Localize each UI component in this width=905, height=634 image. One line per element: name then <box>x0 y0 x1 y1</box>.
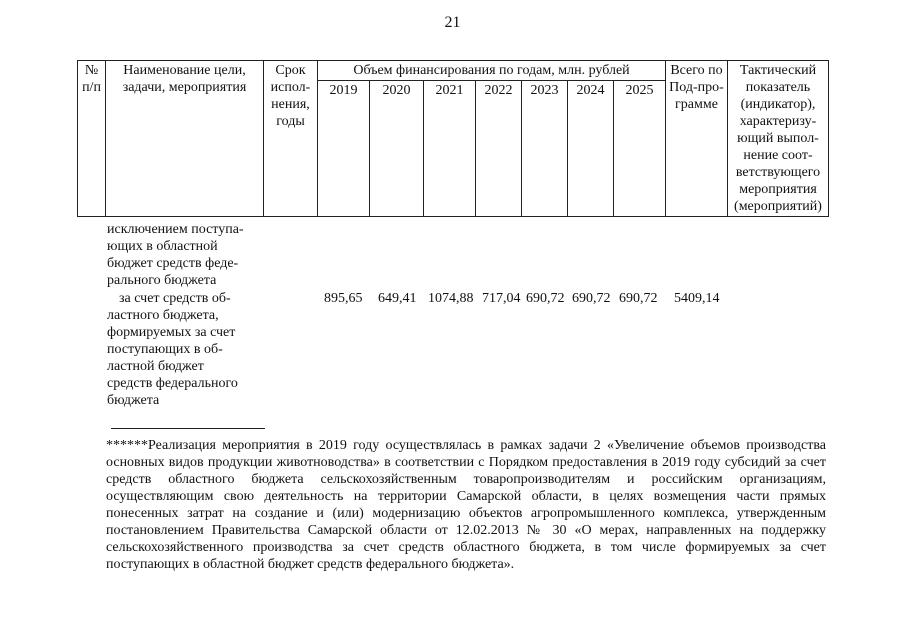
value-2020: 649,41 <box>378 291 417 306</box>
value-2023: 690,72 <box>526 291 565 306</box>
row-cont-line: исключением поступа- <box>107 222 244 237</box>
row-fed-line: ластной бюджет <box>107 359 204 374</box>
year-header: 2025 <box>614 81 666 217</box>
year-header: 2024 <box>568 81 614 217</box>
col-indicator-header: Тактический показатель (индикатор), характеризу-ющий выпол-нение соот-ветствующего мероприятия (мероприятий) <box>728 61 829 217</box>
value-2025: 690,72 <box>619 291 658 306</box>
page-number: 21 <box>444 14 461 31</box>
row-fed-line: бюджета <box>107 393 160 408</box>
row-cont-line: бюджет средств феде- <box>107 256 239 271</box>
footnote-text: ******Реализация мероприятия в 2019 году осуществлялась в рамках задачи 2 «Увеличение объемов производства основных видов продукции животноводства» в соответствии с Порядком предоставления в 2019 году субсидий за счет средств областного бюджета сельскохозяйственным товаропроизводителям и российским организациям, осуществляющим свою деятельность на территории Самарской области, в целях возмещения части прямых понесенных затрат на создание и (или) модернизацию объектов агропромышленного комплекса, утвержденным постановлением Правительства Самарской области от 12.02.2013 № 30 «О мерах, направленных на поддержку сельскохозяйственного производства за счет средств областного бюджета, в том числе формируемых за счет поступающих в областной бюджет средств федерального бюджета». <box>106 438 826 572</box>
row-fed-line: ластного бюджета, <box>107 308 219 323</box>
row-fed-description <box>107 290 261 409</box>
year-header: 2019 <box>318 81 370 217</box>
value-2022: 717,04 <box>482 291 521 306</box>
year-header: 2020 <box>370 81 424 217</box>
value-2024: 690,72 <box>572 291 611 306</box>
value-total: 5409,14 <box>674 291 720 306</box>
value-2021: 1074,88 <box>428 291 474 306</box>
row-cont-line: рального бюджета <box>107 273 217 288</box>
year-header: 2023 <box>522 81 568 217</box>
col-total-header: Всего по Под-про-грамме <box>666 61 728 217</box>
year-header: 2021 <box>424 81 476 217</box>
row-fed-line: средств федерального <box>107 376 238 391</box>
footnote-divider <box>111 428 265 429</box>
value-2019: 895,65 <box>324 291 363 306</box>
col-num-header: № п/п <box>78 61 106 217</box>
header-table <box>77 60 829 217</box>
row-cont-description <box>107 221 261 289</box>
col-term-header: Срок испол-нения, годы <box>264 61 318 217</box>
row-fed-line: за счет средств об- <box>119 291 231 306</box>
col-funding-header: Объем финансирования по годам, млн. рублей <box>318 61 666 81</box>
row-cont-line: ющих в областной <box>107 239 218 254</box>
row-fed-line: поступающих в об- <box>107 342 223 357</box>
year-header: 2022 <box>476 81 522 217</box>
row-fed-line: формируемых за счет <box>107 325 236 340</box>
col-name-header: Наименование цели, задачи, мероприятия <box>106 61 264 217</box>
